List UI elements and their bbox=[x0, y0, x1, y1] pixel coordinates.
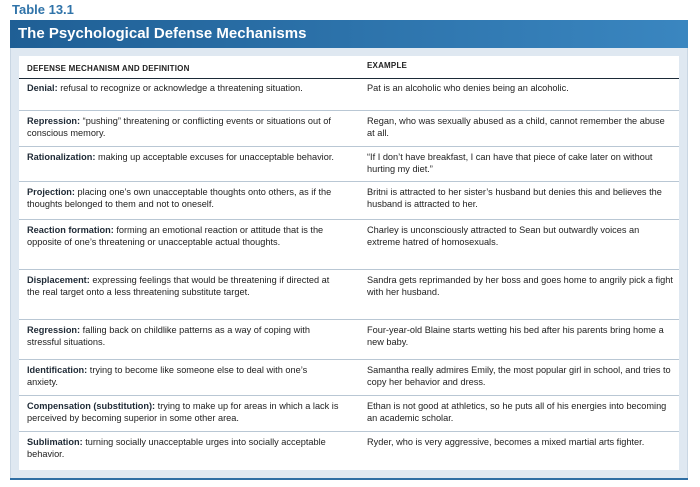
table-row bbox=[19, 78, 679, 111]
term: Repression: bbox=[27, 116, 81, 126]
definition-text: placing one’s own unacceptable thoughts onto others, as if the thoughts belonged to them and not to oneself. bbox=[27, 187, 332, 209]
definition-cell bbox=[27, 364, 339, 388]
definition-text: turning socially unacceptable urges into socially acceptable behavior. bbox=[27, 437, 326, 459]
table-row bbox=[19, 320, 679, 360]
definition-text: making up acceptable excuses for unacceptable behavior. bbox=[95, 152, 334, 162]
header-mechanism: DEFENSE MECHANISM AND DEFINITION bbox=[27, 64, 190, 73]
example-cell: Four-year-old Blaine starts wetting his bed after his parents bring home a new baby. bbox=[367, 325, 664, 347]
definition-cell bbox=[27, 186, 339, 210]
table-title: The Psychological Defense Mechanisms bbox=[10, 20, 688, 48]
example-cell: Pat is an alcoholic who denies being an alcoholic. bbox=[367, 83, 569, 93]
table-header-row bbox=[19, 56, 679, 79]
table-row bbox=[19, 432, 679, 470]
term: Identification: bbox=[27, 365, 88, 375]
header-example: EXAMPLE bbox=[367, 61, 408, 70]
term: Compensation (substitution): bbox=[27, 401, 156, 411]
term: Reaction formation: bbox=[27, 225, 114, 235]
term: Displacement: bbox=[27, 275, 90, 285]
term: Rationalization: bbox=[27, 152, 96, 162]
term: Denial: bbox=[27, 83, 58, 93]
example-cell: “If I don’t have breakfast, I can have that piece of cake later on without hurting my diet.” bbox=[367, 152, 653, 174]
table-row bbox=[19, 147, 679, 182]
definition-text: “pushing” threatening or conflicting events or situations out of conscious memory. bbox=[27, 116, 331, 138]
definition-cell bbox=[27, 115, 339, 139]
table-row bbox=[19, 182, 679, 220]
example-cell: Regan, who was sexually abused as a child, cannot remember the abuse at all. bbox=[367, 116, 665, 138]
example-cell: Britni is attracted to her sister’s husband but denies this and believes the husband is attracted to her. bbox=[367, 187, 662, 209]
definition-text: forming an emotional reaction or attitude that is the opposite of one’s threatening or unacceptable actual thoughts. bbox=[27, 225, 324, 247]
table-row bbox=[19, 360, 679, 396]
definition-text: trying to make up for areas in which a lack is perceived by becoming superior in some other area. bbox=[27, 401, 339, 423]
table-row bbox=[19, 270, 679, 320]
example-cell: Ryder, who is very aggressive, becomes a mixed martial arts fighter. bbox=[367, 437, 645, 447]
defense-mechanisms-table bbox=[19, 56, 679, 470]
definition-cell bbox=[27, 151, 339, 163]
term: Sublimation: bbox=[27, 437, 83, 447]
table-row bbox=[19, 396, 679, 432]
definition-cell bbox=[27, 436, 339, 460]
definition-cell bbox=[27, 274, 339, 298]
term: Projection: bbox=[27, 187, 75, 197]
term: Regression: bbox=[27, 325, 81, 335]
definition-text: trying to become like someone else to deal with one’s anxiety. bbox=[27, 365, 308, 387]
definition-text: expressing feelings that would be threatening if directed at the real target onto a less threatening substitute target. bbox=[27, 275, 330, 297]
definition-cell bbox=[27, 324, 339, 348]
table-panel bbox=[10, 48, 688, 478]
bottom-rule bbox=[10, 478, 688, 480]
table-number-label: Table 13.1 bbox=[12, 2, 74, 17]
example-cell: Ethan is not good at athletics, so he puts all of his energies into becoming an academic scholar. bbox=[367, 401, 667, 423]
example-cell: Samantha really admires Emily, the most popular girl in school, and tries to copy her behavior and dress. bbox=[367, 365, 671, 387]
definition-cell bbox=[27, 400, 339, 424]
definition-cell bbox=[27, 82, 339, 94]
definition-text: refusal to recognize or acknowledge a threatening situation. bbox=[57, 83, 303, 93]
table-row bbox=[19, 111, 679, 147]
definition-text: falling back on childlike patterns as a way of coping with stressful situations. bbox=[27, 325, 310, 347]
example-cell: Charley is unconsciously attracted to Sean but outwardly voices an extreme hatred of homosexuals. bbox=[367, 225, 640, 247]
example-cell: Sandra gets reprimanded by her boss and goes home to angrily pick a fight with her husband. bbox=[367, 275, 673, 297]
definition-cell bbox=[27, 224, 339, 248]
table-row bbox=[19, 220, 679, 270]
